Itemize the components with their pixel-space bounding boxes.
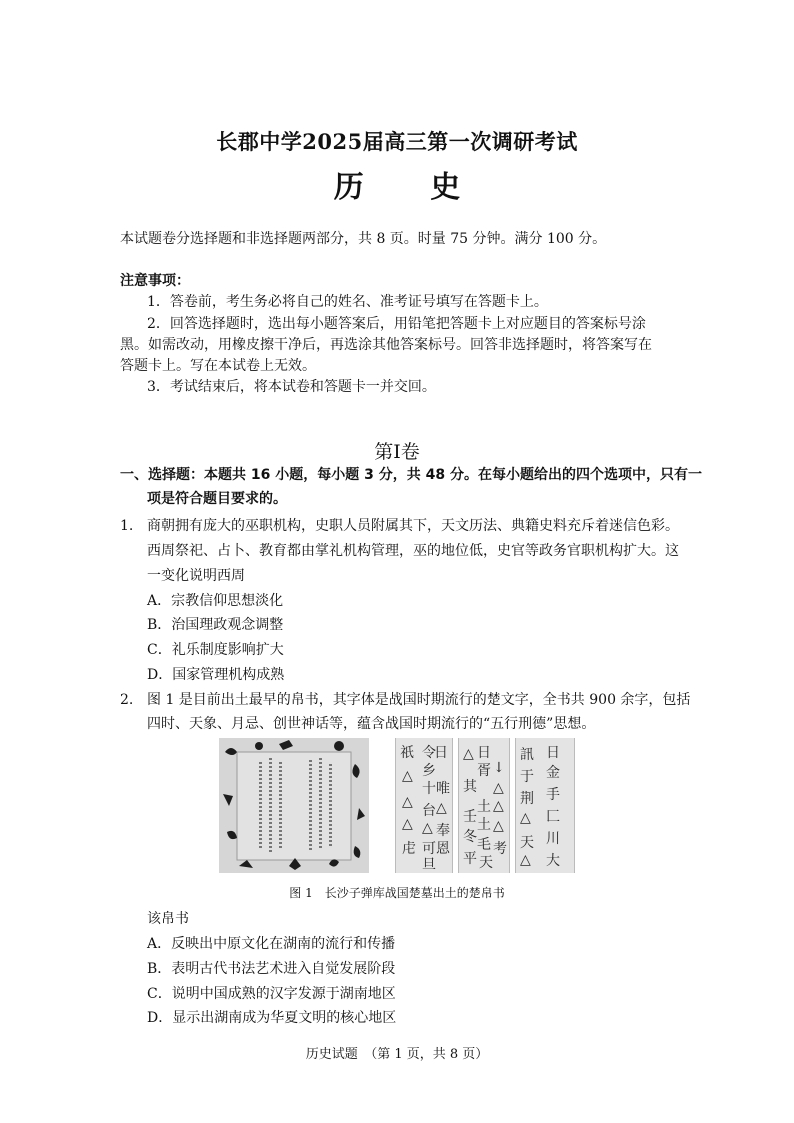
script-glyph: △: [422, 820, 433, 836]
script-panel: [395, 738, 453, 873]
question-text: 商朝拥有庞大的巫职机构，史职人员附属其下，天文历法、典籍史料充斥着迷信色彩。: [147, 518, 679, 534]
exam-title: 长郡中学2025届高三第一次调研考试: [216, 129, 578, 154]
note-item: 3．考试结束后，将本试卷和答题卡一并交回。: [147, 379, 436, 395]
script-glyph: 胥: [477, 763, 491, 779]
script-glyph: △: [493, 798, 504, 814]
option-b[interactable]: B．表明古代书法艺术进入自觉发展阶段: [147, 961, 396, 977]
script-glyph: 天: [479, 855, 493, 871]
script-glyph: 其: [463, 779, 477, 795]
script-glyph: 荆: [520, 791, 534, 807]
question-text: 西周祭祀、占卜、教育都由掌礼机构管理，巫的地位低，史官等政务官职机构扩大。这: [147, 543, 679, 559]
script-glyph: 日: [434, 745, 448, 761]
question-text: 图 1 是目前出土最早的帛书，其字体是战国时期流行的楚文字，全书共 900 余字，包括: [147, 692, 691, 708]
silk-manuscript-figures: [219, 738, 369, 873]
script-glyph: △: [520, 852, 531, 868]
script-glyph: 台: [422, 803, 436, 819]
section-title: 第Ⅰ卷: [374, 441, 420, 463]
script-glyph: △: [493, 780, 504, 796]
script-glyph: ↓: [493, 760, 505, 776]
script-glyph: 訊: [520, 747, 534, 763]
script-glyph: 金: [546, 765, 560, 781]
script-glyph: 旦: [422, 857, 436, 873]
option-a[interactable]: A．宗教信仰思想淡化: [147, 593, 284, 609]
script-glyph: 天: [520, 835, 534, 851]
script-glyph: △: [402, 816, 413, 832]
script-glyph: △: [463, 746, 474, 762]
silk-manuscript-photo: [219, 738, 369, 873]
script-glyph: △: [520, 810, 531, 826]
script-glyph: 土: [477, 817, 491, 833]
section-instruction: 一、选择题：本题共 16 小题，每小题 3 分，共 48 分。在每小题给出的四个选项中，只有一: [120, 467, 702, 483]
figure-caption: 图 1 长沙子弹库战国楚墓出土的楚帛书: [289, 886, 505, 900]
note-item: 黑。如需改动，用橡皮擦干净后，再选涂其他答案标号。回答非选择题时，将答案写在: [120, 337, 652, 353]
script-glyph: 祇: [400, 745, 414, 761]
script-glyph: 毛: [477, 837, 491, 853]
script-glyph: △: [493, 818, 504, 834]
script-glyph: 恩: [436, 841, 450, 857]
note-item: 1．答卷前，考生务必将自己的姓名、准考证号填写在答题卡上。: [147, 294, 548, 310]
section-instruction: 项是符合题目要求的。: [147, 491, 287, 507]
script-glyph: 日: [546, 745, 560, 761]
script-glyph: 大: [546, 853, 560, 869]
script-glyph: △: [402, 794, 413, 810]
page-footer: 历史试题 （第 1 页，共 8 页）: [305, 1047, 489, 1062]
note-item: 答题卡上。写在本试卷上无效。: [120, 358, 316, 374]
question-text: 一变化说明西周: [147, 568, 245, 584]
option-a[interactable]: A．反映出中原文化在湖南的流行和传播: [147, 936, 396, 952]
option-c[interactable]: C．说明中国成熟的汉字发源于湖南地区: [147, 986, 396, 1002]
script-glyph: 考: [493, 841, 507, 857]
script-glyph: 可: [422, 841, 436, 857]
exam-intro: 本试题卷分选择题和非选择题两部分，共 8 页。时量 75 分钟。满分 100 分。: [120, 231, 607, 247]
script-glyph: 乡: [422, 763, 436, 779]
script-glyph: 壬: [463, 809, 477, 825]
option-d[interactable]: D．显示出湖南成为华夏文明的核心地区: [147, 1010, 397, 1026]
question-text: 该帛书: [147, 911, 189, 927]
option-b[interactable]: B．治国理政观念调整: [147, 617, 284, 633]
script-glyph: 唯: [436, 781, 450, 797]
script-glyph: 令: [422, 745, 436, 761]
script-glyph: 于: [520, 769, 534, 785]
script-glyph: 虍: [402, 841, 416, 857]
script-glyph: △: [436, 800, 447, 816]
subject-title: 历 史: [333, 170, 489, 205]
script-glyph: 土: [477, 799, 491, 815]
question-text: 四时、天象、月忌、创世神话等，蕴含战国时期流行的“五行刑德”思想。: [147, 716, 596, 732]
script-glyph: 日: [477, 745, 491, 761]
option-c[interactable]: C．礼乐制度影响扩大: [147, 642, 284, 658]
script-glyph: 川: [546, 831, 560, 847]
script-glyph: △: [402, 768, 413, 784]
script-glyph: 奉: [436, 823, 450, 839]
question-number: 2.: [120, 692, 134, 708]
note-item: 2．回答选择题时，选出每小题答案后，用铅笔把答题卡上对应题目的答案标号涂: [147, 316, 646, 332]
script-panel: [515, 738, 575, 873]
script-glyph: 十: [422, 781, 436, 797]
script-glyph: 手: [546, 787, 560, 803]
script-glyph: 冬: [463, 829, 477, 845]
notes-heading: 注意事项：: [120, 273, 190, 289]
script-panel: [458, 738, 510, 873]
script-glyph: 平: [463, 851, 477, 867]
question-number: 1.: [120, 518, 134, 534]
option-d[interactable]: D．国家管理机构成熟: [147, 667, 285, 683]
script-glyph: 匚: [546, 809, 560, 825]
